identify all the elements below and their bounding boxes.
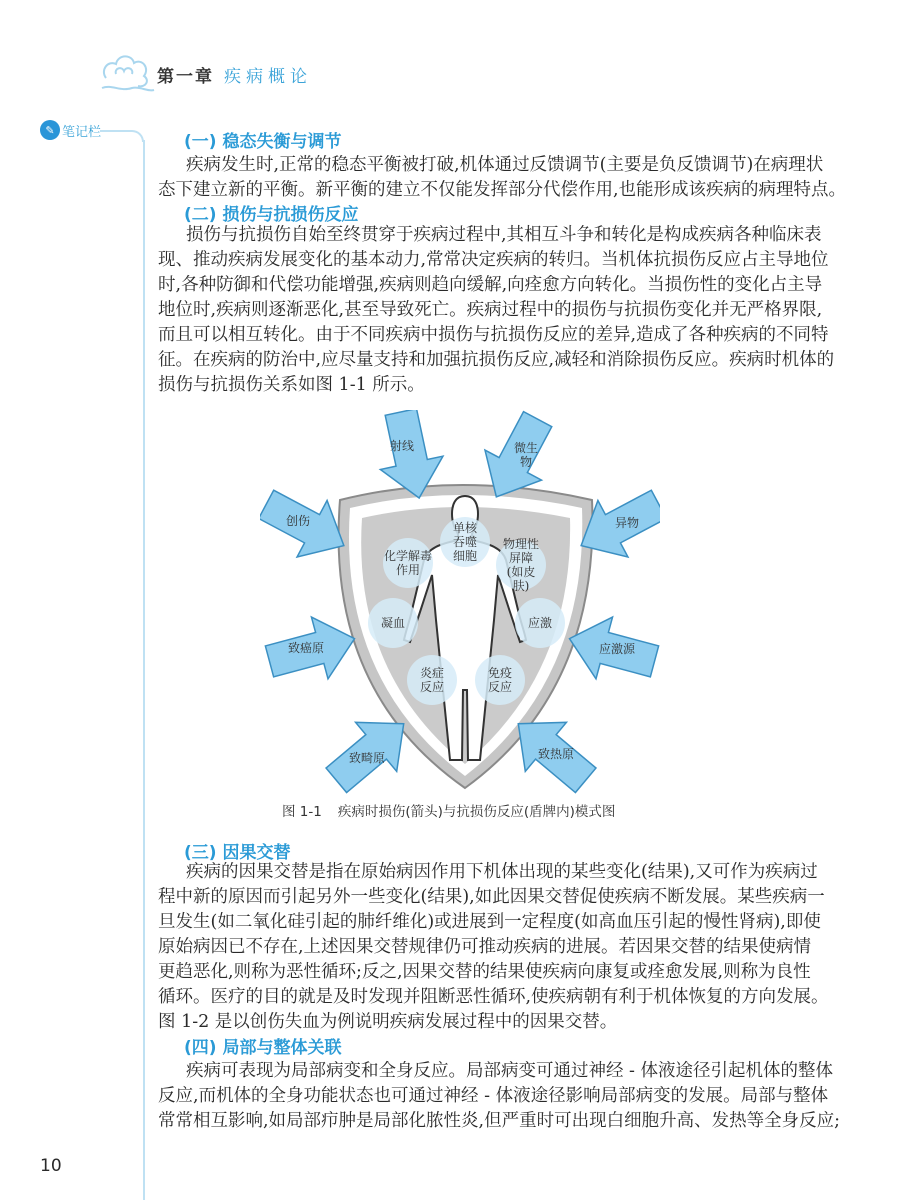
arrow-label-carcinogen: 致癌原 xyxy=(287,641,325,655)
text-line: 态下建立新的平衡。新平衡的建立不仅能发挥部分代偿作用,也能形成该疾病的病理特点。 xyxy=(158,180,847,200)
section-heading-3: (三) 因果交替 xyxy=(184,843,291,863)
section-heading-1: (一) 稳态失衡与调节 xyxy=(184,132,342,152)
text-line: 现、推动疾病发展变化的基本动力,常常决定疾病的转归。当机体抗损伤反应占主导地位 xyxy=(158,250,829,270)
figure-1-1-diagram xyxy=(260,410,660,795)
circle-label-stress: 应激 xyxy=(527,616,553,630)
text-line: 反应,而机体的全身功能状态也可通过神经 - 体液途径影响局部病变的发展。局部与整体 xyxy=(158,1086,829,1106)
text-line: 疾病发生时,正常的稳态平衡被打破,机体通过反馈调节(主要是负反馈调节)在病理状 xyxy=(186,155,824,175)
circle-label-mononuclear-phagocyte: 单核吞噬细胞 xyxy=(452,521,477,563)
notes-column-label xyxy=(40,120,101,140)
arrow-label-teratogen: 致畸原 xyxy=(348,751,386,765)
text-line: 旦发生(如二氧化硅引起的肺纤维化)或进展到一定程度(如高血压引起的慢性肾病),即使 xyxy=(158,912,821,932)
circle-label-coagulation: 凝血 xyxy=(380,616,406,630)
text-line: 征。在疾病的防治中,应尽量支持和加强抗损伤反应,减轻和消除损伤反应。疾病时机体的 xyxy=(158,350,835,370)
circle-label-chemical-detox: 化学解毒作用 xyxy=(383,549,432,577)
pen-icon: ✎ xyxy=(40,120,60,140)
section-paragraph-1 xyxy=(158,153,847,203)
text-line: 循环。医疗的目的就是及时发现并阻断恶性循环,使疾病朝有利于机体恢复的方向发展。 xyxy=(158,987,829,1007)
section-paragraph-3 xyxy=(158,860,829,1035)
circle-label-immune: 免疫反应 xyxy=(487,666,512,694)
arrow-label-trauma: 创伤 xyxy=(285,514,311,528)
notes-label: 笔记栏 xyxy=(62,124,102,140)
text-line: 疾病的因果交替是指在原始病因作用下机体出现的某些变化(结果),又可作为疾病过 xyxy=(186,862,818,882)
section-paragraph-4 xyxy=(158,1059,841,1134)
chapter-number: 第一章 xyxy=(157,67,214,87)
arrow-label-pyrogen: 致热原 xyxy=(537,747,575,761)
text-line: 疾病可表现为局部病变和全身反应。局部病变可通过神经 - 体液途径引起机体的整体 xyxy=(186,1061,834,1081)
arrow-label-stressor: 应激源 xyxy=(598,642,636,656)
text-line: 原始病因已不存在,上述因果交替规律仍可推动疾病的进展。若因果交替的结果使病情 xyxy=(158,937,812,957)
page-number: 10 xyxy=(40,1156,62,1176)
circle-label-inflammation: 炎症反应 xyxy=(419,666,444,694)
notes-rail xyxy=(143,140,145,1200)
text-line: 程中新的原因而引起另外一些变化(结果),如此因果交替促使疾病不断发展。某些疾病一 xyxy=(158,887,825,907)
text-line: 而且可以相互转化。由于不同疾病中损伤与抗损伤反应的差异,造成了各种疾病的不同特 xyxy=(158,325,829,345)
figure-caption-text: 疾病时损伤(箭头)与抗损伤反应(盾牌内)模式图 xyxy=(337,804,616,820)
text-line: 损伤与抗损伤关系如图 1-1 所示。 xyxy=(158,375,425,395)
notes-rail-top xyxy=(100,130,144,142)
figure-number: 图 1-1 xyxy=(282,804,322,820)
chapter-title: 疾病概论 xyxy=(224,67,312,87)
running-header xyxy=(157,62,312,87)
section-heading-2: (二) 损伤与抗损伤反应 xyxy=(184,205,359,225)
figure-caption xyxy=(282,800,615,820)
text-line: 时,各种防御和代偿功能增强,疾病则趋向缓解,向痊愈方向转化。当损伤性的变化占主导 xyxy=(158,275,823,295)
cloud-ornament-icon xyxy=(98,48,156,98)
text-line: 图 1-2 是以创伤失血为例说明疾病发展过程中的因果交替。 xyxy=(158,1012,618,1032)
text-line: 损伤与抗损伤自始至终贯穿于疾病过程中,其相互斗争和转化是构成疾病各种临床表 xyxy=(186,225,822,245)
section-paragraph-2 xyxy=(158,223,835,398)
arrow-label-microorganism: 微生物 xyxy=(513,441,538,469)
arrow-label-foreign-body: 异物 xyxy=(614,516,640,530)
text-line: 常常相互影响,如局部疖肿是局部化脓性炎,但严重时可出现白细胞升高、发热等全身反应; xyxy=(158,1111,841,1131)
circle-label-physical-barrier: 物理性屏障(如皮肤) xyxy=(502,537,539,593)
arrow-label-radiation: 射线 xyxy=(389,439,415,453)
text-line: 更趋恶化,则称为恶性循环;反之,因果交替的结果使疾病向康复或痊愈发展,则称为良性 xyxy=(158,962,811,982)
text-line: 地位时,疾病则逐渐恶化,甚至导致死亡。疾病过程中的损伤与抗损伤变化并无严格界限, xyxy=(158,300,823,320)
section-heading-4: (四) 局部与整体关联 xyxy=(184,1038,342,1058)
